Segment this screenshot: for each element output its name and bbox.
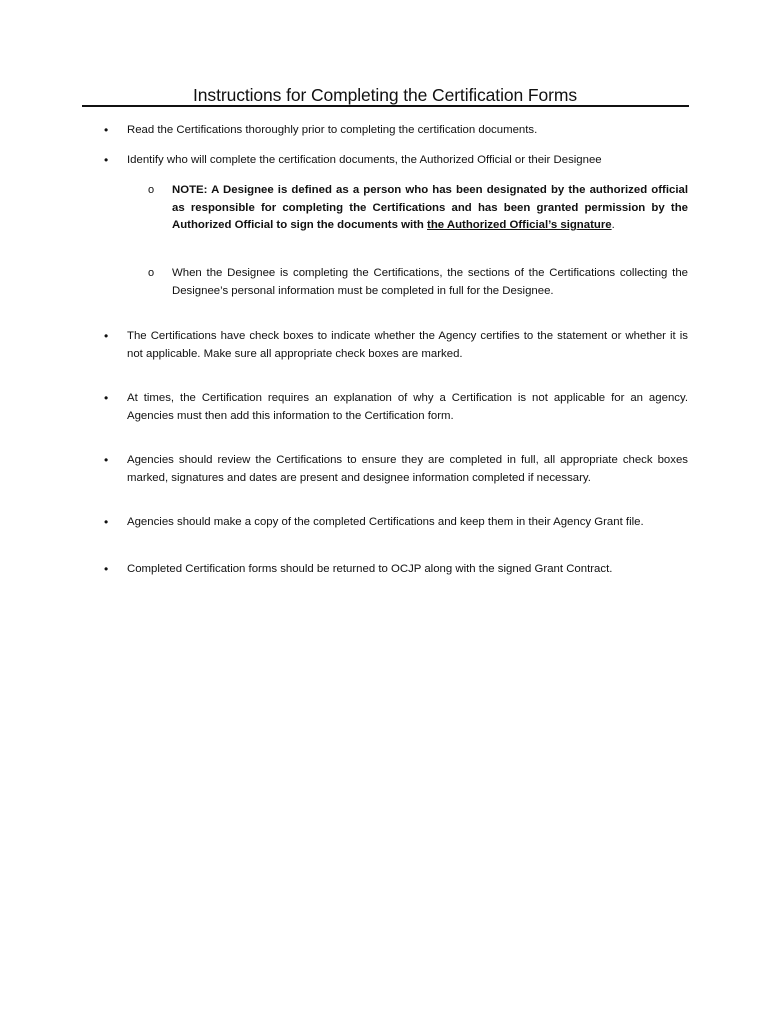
bullet-icon: • <box>104 391 109 405</box>
list-item-text: The Certifications have check boxes to indicate whether the Agency certifies to the statement or whether it is not applicable. Make sure all appropriate check boxes are marked. <box>127 330 688 360</box>
list-item-text: Completed Certification forms should be returned to OCJP along with the signed Grant Contract. <box>127 563 613 575</box>
sub-list-item-text: When the Designee is completing the Certifications, the sections of the Certifications collecting the Designee’s personal information must be completed in full for the Designee. <box>172 267 688 297</box>
bullet-icon: • <box>104 153 109 167</box>
bullet-icon: • <box>104 515 109 529</box>
note-underlined-text: the Authorized Official’s signature <box>427 219 612 231</box>
list-item-text: Agencies should review the Certifications to ensure they are completed in full, all appropriate check boxes marked, signatures and dates are present and designee information completed if necessary. <box>127 454 688 484</box>
bullet-icon: • <box>104 123 109 137</box>
list-item-text: Agencies should make a copy of the completed Certifications and keep them in their Agency Grant file. <box>127 516 644 528</box>
title-underline-rule <box>82 105 689 107</box>
list-item-text: Identify who will complete the certification documents, the Authorized Official or their Designee <box>127 154 602 166</box>
sub-bullet-icon: o <box>148 267 155 279</box>
note-trailing-text: . <box>611 219 615 231</box>
note-text <box>172 182 688 235</box>
bullet-icon: • <box>104 453 109 467</box>
list-item-text: At times, the Certification requires an explanation of why a Certification is not applicable for an agency. Agencies must then add this information to the Certification form. <box>127 392 688 422</box>
bullet-icon: • <box>104 562 109 576</box>
document-title: Instructions for Completing the Certification Forms <box>193 85 577 105</box>
bullet-icon: • <box>104 329 109 343</box>
note-bold-text: NOTE: A Designee is defined as a person who has been designated by the authorized official as responsible for completing the Certifications and has been granted permission by the Authorized Official to sign the documents with <box>172 184 688 231</box>
list-item-text: Read the Certifications thoroughly prior to completing the certification documents. <box>127 124 538 136</box>
sub-bullet-icon: o <box>148 184 155 196</box>
